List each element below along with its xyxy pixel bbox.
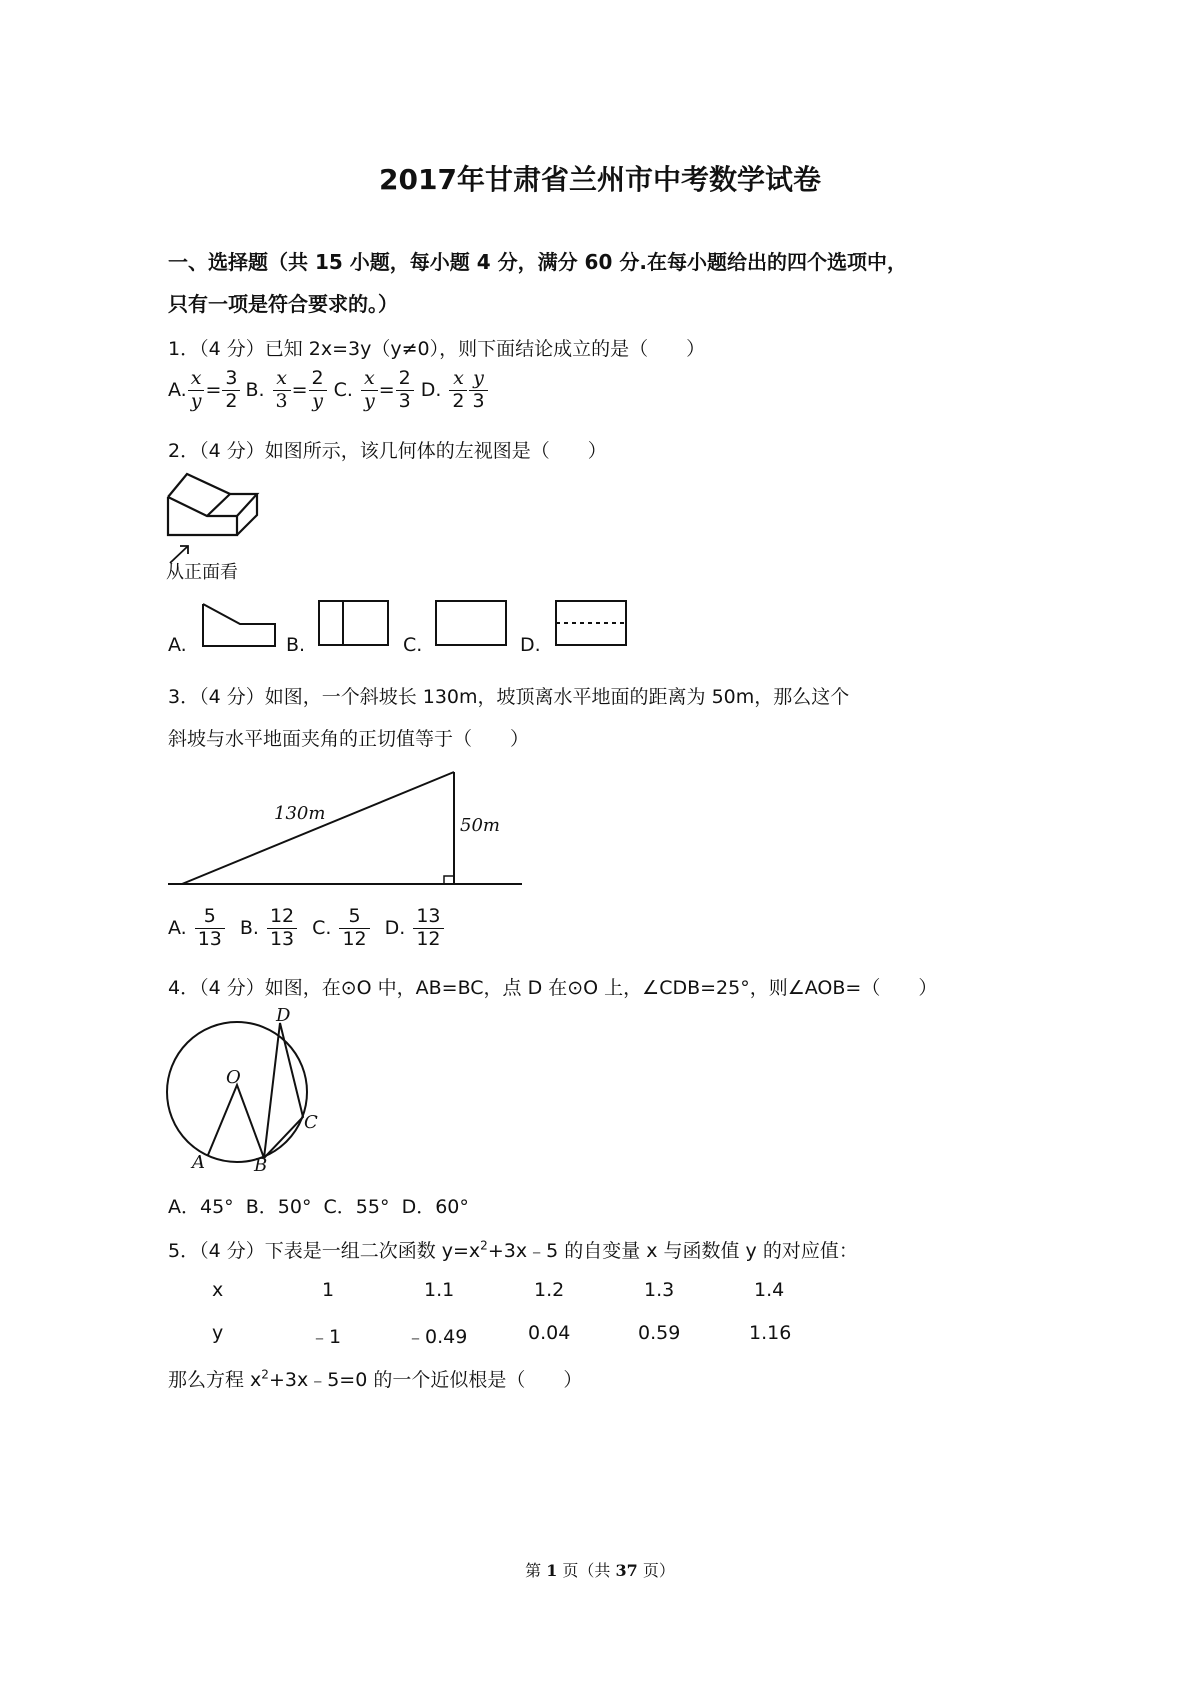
q4-label-c: C xyxy=(304,1112,318,1133)
q4-label-o: O xyxy=(226,1067,241,1088)
q5-stem-a: 5．（4 分）下表是一组二次函数 y=x xyxy=(168,1240,481,1262)
q3-c-num: 5 xyxy=(339,906,369,929)
q1-c-den2: 3 xyxy=(398,389,411,412)
footer-pre: 第 xyxy=(525,1561,547,1580)
q1-a-den: y xyxy=(190,389,202,412)
q3-option-a-label: A. xyxy=(168,917,187,940)
q1-b-num: x xyxy=(273,368,291,391)
q3-d-den: 12 xyxy=(416,927,441,950)
q3-a-den: 13 xyxy=(197,927,222,950)
q5-x-cell: 1.2 xyxy=(534,1279,565,1301)
footer-total-pages: 37 xyxy=(615,1561,638,1580)
q5-y-cell: 0.59 xyxy=(638,1322,681,1344)
q5-last-sup: 2 xyxy=(261,1367,269,1382)
q1-a-den2: 2 xyxy=(225,389,238,412)
q3-c-den: 12 xyxy=(342,927,367,950)
q1-d-den: 2 xyxy=(452,389,465,412)
q3-b-den: 13 xyxy=(269,927,295,950)
q1-option-d-label: D. xyxy=(420,379,442,402)
q5-last-line xyxy=(168,1365,582,1392)
q5-x-cell: 1.1 xyxy=(424,1279,455,1301)
q4-stem: 4．（4 分）如图，在⊙O 中，AB=BC，点 D 在⊙O 上，∠CDB=25°，则∠AOB=（ ） xyxy=(168,977,938,999)
page-title: 2017年甘肃省兰州市中考数学试卷 xyxy=(379,163,821,196)
q1-c-num2: 2 xyxy=(396,368,414,391)
q2-stem: 2．（4 分）如图所示，该几何体的左视图是（ ） xyxy=(168,440,607,462)
q2-caption: 从正面看 xyxy=(166,562,238,583)
q1-d-num2: y xyxy=(469,368,487,391)
q5-last-b: +3x﹣5=0 的一个近似根是（ ） xyxy=(268,1369,583,1391)
q3-option-b-label: B. xyxy=(239,917,259,940)
q1-c-den: y xyxy=(363,389,375,412)
q1-c-eq: = xyxy=(378,379,395,402)
q3-b-num: 12 xyxy=(267,906,297,929)
q2-option-a: A. xyxy=(168,634,187,656)
q3-a-num: 5 xyxy=(195,906,225,929)
q1-b-den: 3 xyxy=(275,389,288,412)
q3-option-d-label: D. xyxy=(384,917,406,940)
q5-y-cell: ﹣1 xyxy=(310,1326,342,1348)
q2-option-b: B. xyxy=(286,634,306,656)
q5-stem-b: +3x﹣5 的自变量 x 与函数值 y 的对应值： xyxy=(487,1240,858,1262)
q1-d-num: x xyxy=(449,368,467,391)
q5-y-label: y xyxy=(212,1322,224,1344)
q5-y-cell: 1.16 xyxy=(749,1322,792,1344)
q1-d-den2: 3 xyxy=(472,389,485,412)
q5-stem xyxy=(168,1236,858,1263)
q5-x-label: x xyxy=(212,1279,224,1301)
q5-y-cell: 0.04 xyxy=(528,1322,571,1344)
q3-slope-label: 130m xyxy=(274,803,326,824)
section-heading-line2: 只有一项是符合要求的。） xyxy=(168,292,398,316)
section-heading-line1: 一、选择题（共 15 小题，每小题 4 分，满分 60 分.在每小题给出的四个选项中， xyxy=(168,250,907,274)
q3-stem-line1: 3．（4 分）如图，一个斜坡长 130m，坡顶离水平地面的距离为 50m，那么这个 xyxy=(168,686,850,708)
q4-label-b: B xyxy=(254,1155,268,1176)
q1-b-den2: y xyxy=(312,389,323,412)
page-footer xyxy=(0,1558,1200,1581)
q1-option-c-label: C. xyxy=(333,379,353,402)
q1-stem: 1．（4 分）已知 2x=3y（y≠0），则下面结论成立的是（ ） xyxy=(168,338,706,360)
q3-height-label: 50m xyxy=(460,815,500,836)
q5-x-cell: 1.4 xyxy=(754,1279,785,1301)
footer-page-number: 1 xyxy=(546,1561,558,1580)
q4-options: A．45° B．50° C．55° D．60° xyxy=(168,1196,469,1218)
q5-stem-sup: 2 xyxy=(480,1238,488,1253)
q1-option-b-label: B. xyxy=(245,379,265,402)
footer-mid: 页（共 xyxy=(557,1561,616,1580)
q4-label-d: D xyxy=(276,1005,291,1026)
q1-a-eq: = xyxy=(205,379,222,402)
q2-option-d: D. xyxy=(520,634,541,656)
q3-stem-line2: 斜坡与水平地面夹角的正切值等于（ ） xyxy=(168,728,530,750)
q3-d-num: 13 xyxy=(413,906,443,929)
q3-option-c-label: C. xyxy=(312,917,332,940)
q1-b-eq: = xyxy=(291,379,308,402)
q1-option-a-label: A. xyxy=(168,379,187,402)
q5-x-cell: 1.3 xyxy=(644,1279,675,1301)
q5-y-cell: ﹣0.49 xyxy=(406,1326,468,1348)
q5-last-a: 那么方程 x xyxy=(168,1369,262,1391)
q2-option-c: C. xyxy=(403,634,423,656)
q4-label-a: A xyxy=(192,1152,205,1173)
q5-x-cell: 1 xyxy=(322,1279,335,1301)
q1-c-num: x xyxy=(361,368,378,391)
q1-a-num: x xyxy=(188,368,205,391)
q1-a-num2: 3 xyxy=(222,368,240,391)
q1-b-num2: 2 xyxy=(309,368,327,391)
footer-post: 页） xyxy=(637,1561,675,1580)
